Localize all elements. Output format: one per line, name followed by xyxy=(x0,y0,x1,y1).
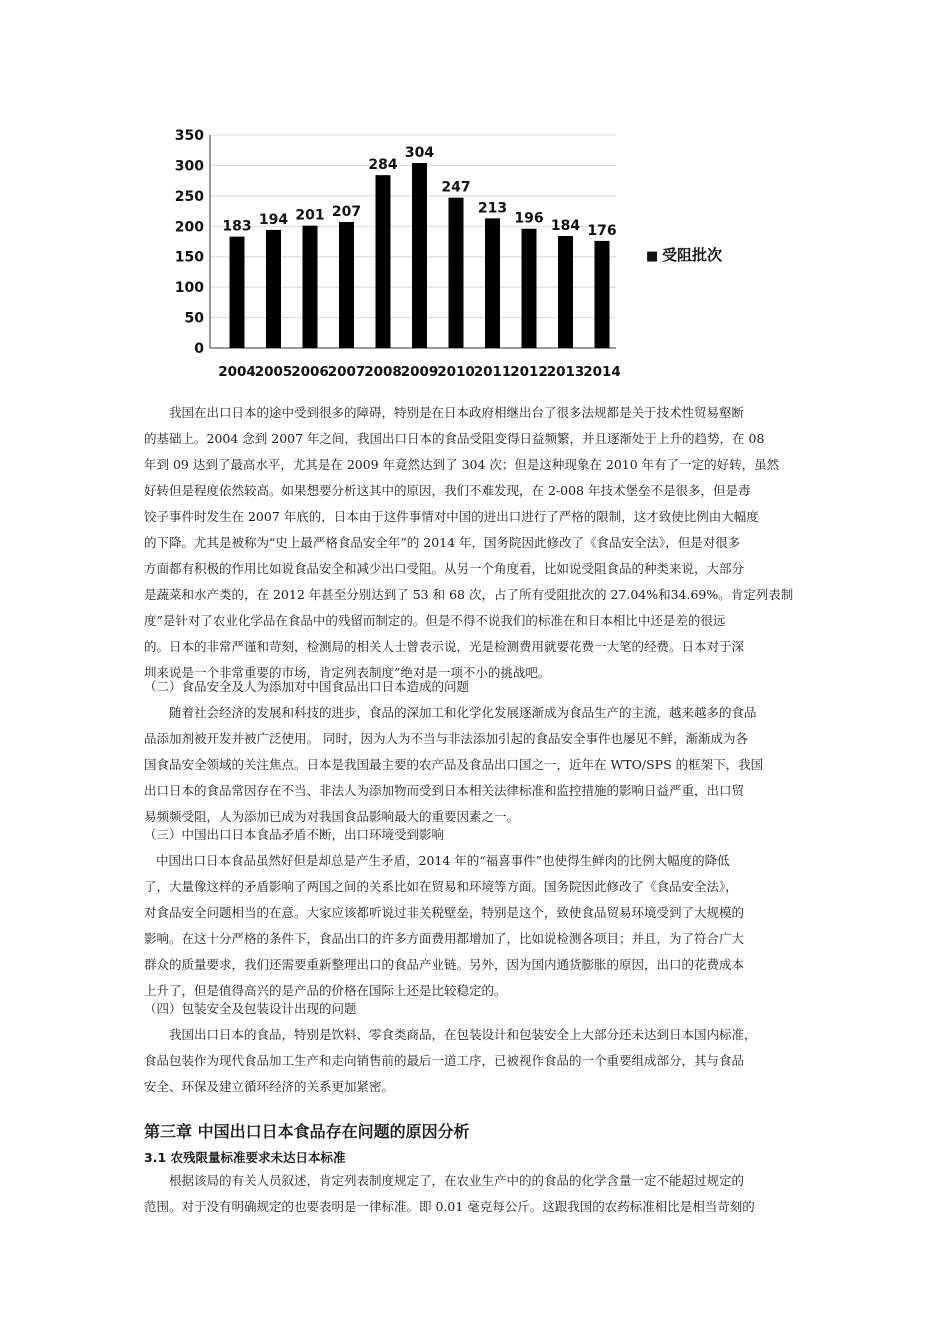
heading-section-2 xyxy=(144,674,819,700)
y-tick-label: 50 xyxy=(184,310,204,327)
text-line: 我国在出口日本的途中受到很多的障碍，特别是在日本政府相继出台了很多法规都是关于技术性贸易壑断 xyxy=(169,405,745,420)
text-line: 易频频受阻，人为添加已成为对我国食品影响最大的重要因素之一。 xyxy=(144,809,520,824)
heading-section-3 xyxy=(144,822,819,848)
bar xyxy=(449,198,464,348)
y-tick-label: 100 xyxy=(174,280,204,297)
data-label: 207 xyxy=(331,204,362,221)
data-label: 183 xyxy=(222,218,252,235)
bar xyxy=(303,226,318,348)
text-line: 品添加剂被开发并被广泛使用。 同时，因为人为不当与非法添加引起的食品安全事件也屡见不鲜，渐渐成为各 xyxy=(144,731,748,746)
text-line: 根据该局的有关人员叙述，肯定列表制度规定了，在农业生产中的的食品的化学含量一定不能超过规定的 xyxy=(169,1173,745,1188)
bar-chart xyxy=(160,118,760,388)
y-tick-label: 250 xyxy=(174,188,204,205)
bar xyxy=(230,237,245,348)
text-line: 了，大量像这样的矛盾影响了两国之间的关系比如在贸易和环境等方面。国务院因此修改了《食品安全法》， xyxy=(144,879,738,894)
bar xyxy=(558,236,573,348)
text-line: 的。日本的非常严谨和苛刻，检测局的相关人士曾表示说，光是检测费用就要花费一大笔的经费。日本对于深 xyxy=(144,639,745,654)
text-line: 是蔬菜和水产类的，在 2012 年甚至分别达到了 53 和 68 次，占了所有受阻批次的 27.04%和34.69%。肯定列表制 xyxy=(144,587,794,602)
text-line: 安全、环保及建立循环经济的关系更加紧密。 xyxy=(144,1079,395,1094)
bar xyxy=(339,222,354,348)
text-line: 的下降。尤其是被称为“史上最严格食品安全年”的 2014 年，国务院因此修改了《食品安全法》，但是对很多 xyxy=(144,535,741,550)
text-line: 出口日本的食品常因存在不当、非法人为添加物而受到日本相关法律标准和监控措施的影响日益严重，出口贸 xyxy=(144,783,745,798)
x-tick-label: 2012 xyxy=(510,364,548,380)
heading-section-2-text: （二）食品安全及人为添加对中国食品出口日本造成的问题 xyxy=(144,679,470,694)
text-line: 好转但是程度依然较高。如果想要分析这其中的原因，我们不难发现，在 2-008 年技术堡垒不是很多，但是毒 xyxy=(144,483,751,498)
data-label: 284 xyxy=(368,157,398,174)
x-tick-label: 2011 xyxy=(473,364,512,380)
y-tick-label: 350 xyxy=(174,128,204,144)
data-label: 196 xyxy=(514,210,544,227)
x-tick-label: 2007 xyxy=(327,364,366,380)
y-tick-label: 0 xyxy=(194,341,204,357)
x-tick-label: 2006 xyxy=(291,364,329,380)
data-label: 213 xyxy=(477,200,508,217)
heading-section-3-text: （三）中国出口日本食品矛盾不断，出口环境受到影响 xyxy=(144,827,445,842)
text-line: 上升了，但是值得高兴的是产品的价格在国际上还是比较稳定的。 xyxy=(144,983,507,998)
y-tick-label: 150 xyxy=(174,249,204,266)
data-label: 247 xyxy=(441,179,471,196)
data-label: 201 xyxy=(295,207,325,224)
paragraph-3 xyxy=(144,848,819,1004)
x-tick-label: 2004 xyxy=(218,364,256,380)
data-label: 176 xyxy=(587,222,617,239)
text-line: 的基础上。2004 念到 2007 年之间，我国出口日本的食品受阻变得日益频繁，并且逐渐处于上升的趋势，在 08 xyxy=(144,431,765,446)
legend-marker: ■ xyxy=(646,249,659,264)
paragraph-2 xyxy=(144,700,819,830)
section-title: 3.1 农残限量标准要求未达日本标准 xyxy=(144,1150,346,1165)
data-label: 194 xyxy=(258,211,289,228)
paragraph-1 xyxy=(144,400,819,686)
bar xyxy=(412,163,427,348)
x-tick-label: 2005 xyxy=(254,364,293,380)
text-line: 我国出口日本的食品，特别是饮料、零食类商品，在包装设计和包装安全上大部分还未达到日本国内标准， xyxy=(169,1027,757,1042)
heading-section-4 xyxy=(144,996,819,1022)
text-line: 对食品安全问题相当的在意。大家应该都听说过非关税壁垒，特别是这个，致使食品贸易环境受到了大规模的 xyxy=(144,905,745,920)
x-tick-label: 2013 xyxy=(546,364,585,380)
x-tick-label: 2009 xyxy=(400,364,439,380)
text-line: 食品包装作为现代食品加工生产和走向销售前的最后一道工序，已被视作食品的一个重要组成部分，其与食品 xyxy=(144,1053,745,1068)
text-line: 国食品安全领域的关注焦点。日本是我国最主要的农产品及食品出口国之一，近年在 WTO/SPS 的框架下，我国 xyxy=(144,757,764,772)
paragraph-4 xyxy=(144,1022,819,1100)
text-line: 范围。对于没有明确规定的也要表明是一律标准。即 0.01 毫克每公斤。这跟我国的农药标准相比是相当苛刻的 xyxy=(144,1199,755,1214)
text-line: 中国出口日本食品虽然好但是却总是产生矛盾，2014 年的“福喜事件”也使得生鲜肉的比例大幅度的降低 xyxy=(156,853,730,868)
heading-section-4-text: （四）包装安全及包装设计出现的问题 xyxy=(144,1001,357,1016)
chapter-title: 第三章 中国出口日本食品存在问题的原因分析 xyxy=(144,1122,470,1141)
bar xyxy=(266,230,281,348)
text-line: 年到 09 达到了最高水平，尤其是在 2009 年竟然达到了 304 次；但是这种现象在 2010 年有了一定的好转，虽然 xyxy=(144,457,780,472)
bar xyxy=(595,241,610,348)
paragraph-5 xyxy=(144,1168,819,1220)
x-tick-label: 2014 xyxy=(583,364,621,380)
text-line: 饺子事件时发生在 2007 年底的，日本由于这件事情对中国的进出口进行了严格的限制，这才致使比例由大幅度 xyxy=(144,509,759,524)
text-line: 影响。在这十分严格的条件下，食品出口的许多方面费用都增加了，比如说检测各项目；并且，为了符合广大 xyxy=(144,931,745,946)
text-line: 群众的质量要求，我们还需要重新整理出口的食品产业链。另外，因为国内通货膨胀的原因，出口的花费成本 xyxy=(144,957,745,972)
bar xyxy=(522,229,537,348)
x-tick-label: 2010 xyxy=(437,364,475,380)
bar xyxy=(376,175,391,348)
legend-label: 受阻批次 xyxy=(662,246,723,264)
y-tick-label: 200 xyxy=(174,219,204,236)
text-line: 度”是针对了农业化学品在食品中的残留而制定的。但是不得不说我们的标准在和日本相比中还是差的很远 xyxy=(144,613,726,628)
x-tick-label: 2008 xyxy=(364,364,402,380)
data-label: 304 xyxy=(404,144,435,161)
y-tick-label: 300 xyxy=(174,158,204,175)
data-label: 184 xyxy=(550,218,581,235)
bar xyxy=(485,218,500,348)
text-line: 随着社会经济的发展和科技的进步，食品的深加工和化学化发展逐渐成为食品生产的主流，越来越多的食品 xyxy=(169,705,757,720)
text-line: 方面都有积极的作用比如说食品安全和减少出口受阻。从另一个角度看，比如说受阻食品的种类来说，大部分 xyxy=(144,561,745,576)
text-line: 圳来说是一个非常重要的市场，肯定列表制度”绝对是一项不小的挑战吧。 xyxy=(144,665,551,680)
